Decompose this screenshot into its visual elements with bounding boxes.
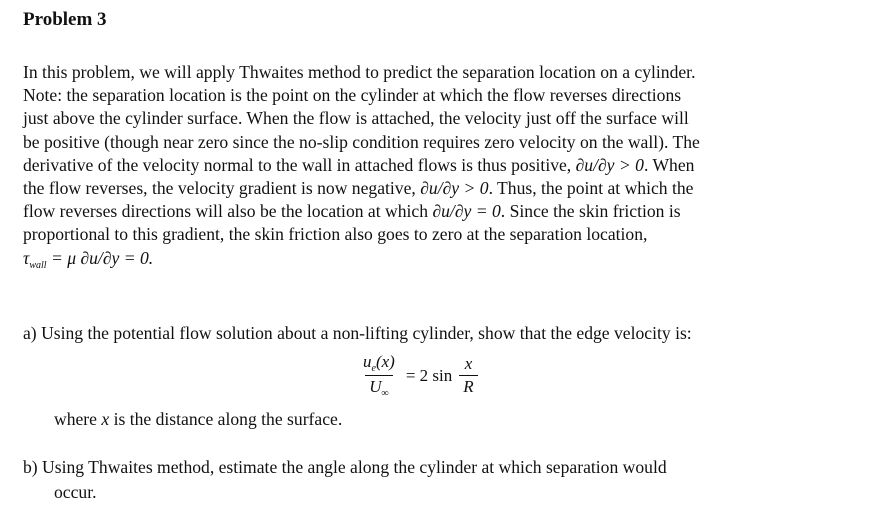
part-b-prompt: b) Using Thwaites method, estimate the angle along the cylinder at which separation would xyxy=(23,457,667,477)
part-b-prompt-continued: occur. xyxy=(54,482,97,502)
paragraph-line-3: just above the cylinder surface. When the flow is attached, the velocity just off the surface will xyxy=(23,108,689,129)
wall-shear-rhs: = μ ∂u/∂y = 0. xyxy=(46,247,154,268)
where-clause xyxy=(54,409,342,430)
paragraph-line-5-text: derivative of the velocity normal to the wall in attached flows is thus positive, xyxy=(23,154,576,175)
paragraph-line-7 xyxy=(23,200,843,223)
problem-title: Problem 3 xyxy=(23,9,107,30)
ue-symbol: u xyxy=(363,352,372,371)
fraction-denominator xyxy=(365,375,392,399)
paragraph-line-6-text: the flow reverses, the velocity gradient is now negative, xyxy=(23,177,421,198)
paragraph-line-7-text: flow reverses directions will also be the location at which xyxy=(23,201,433,222)
x-over-r-fraction xyxy=(459,354,477,397)
paragraph-line-2: Note: the separation location is the point on the cylinder at which the flow reverses directions xyxy=(23,85,682,106)
where-text-end: is the distance along the surface. xyxy=(109,409,343,429)
ue-subscript: e xyxy=(371,363,376,374)
x-numerator: x xyxy=(464,354,473,373)
u-inf-symbol: U xyxy=(369,377,382,396)
tau-subscript: wall xyxy=(29,259,47,271)
gradient-zero-expr: ∂u/∂y = 0 xyxy=(432,201,501,222)
edge-velocity-equation xyxy=(355,352,482,399)
paragraph-line-5 xyxy=(23,154,843,177)
paragraph-line-5-end: . When xyxy=(643,154,695,175)
equals-two-sin: = 2 sin xyxy=(405,365,453,385)
part-a-prompt: a) Using the potential flow solution about a non-lifting cylinder, show that the edge velocity is: xyxy=(23,323,692,343)
gradient-positive-expr: ∂u/∂y > 0 xyxy=(575,154,644,175)
where-x-symbol: x xyxy=(101,409,110,429)
velocity-ratio-fraction xyxy=(359,352,399,399)
gradient-negative-expr: ∂u/∂y > 0 xyxy=(420,177,489,198)
paragraph-line-6 xyxy=(23,177,843,200)
fraction-numerator xyxy=(359,352,399,375)
paragraph-line-1: In this problem, we will apply Thwaites method to predict the separation location on a cylinder. xyxy=(23,62,696,82)
paragraph-line-8: proportional to this gradient, the skin friction also goes to zero at the separation location, xyxy=(23,224,648,245)
u-inf-subscript: ∞ xyxy=(381,388,389,399)
paragraph-line-6-end: . Thus, the point at which the xyxy=(488,177,694,198)
ue-argument: (x) xyxy=(375,352,395,371)
paragraph-line-4: be positive (though near zero since the no-slip condition requires zero velocity on the wall). The xyxy=(23,131,700,152)
where-text: where xyxy=(54,409,102,429)
intro-paragraph xyxy=(23,61,843,270)
r-denominator: R xyxy=(459,375,477,397)
wall-shear-equation xyxy=(23,247,843,270)
paragraph-line-7-end: . Since the skin friction is xyxy=(500,201,681,222)
tau-symbol: τ xyxy=(23,247,30,268)
